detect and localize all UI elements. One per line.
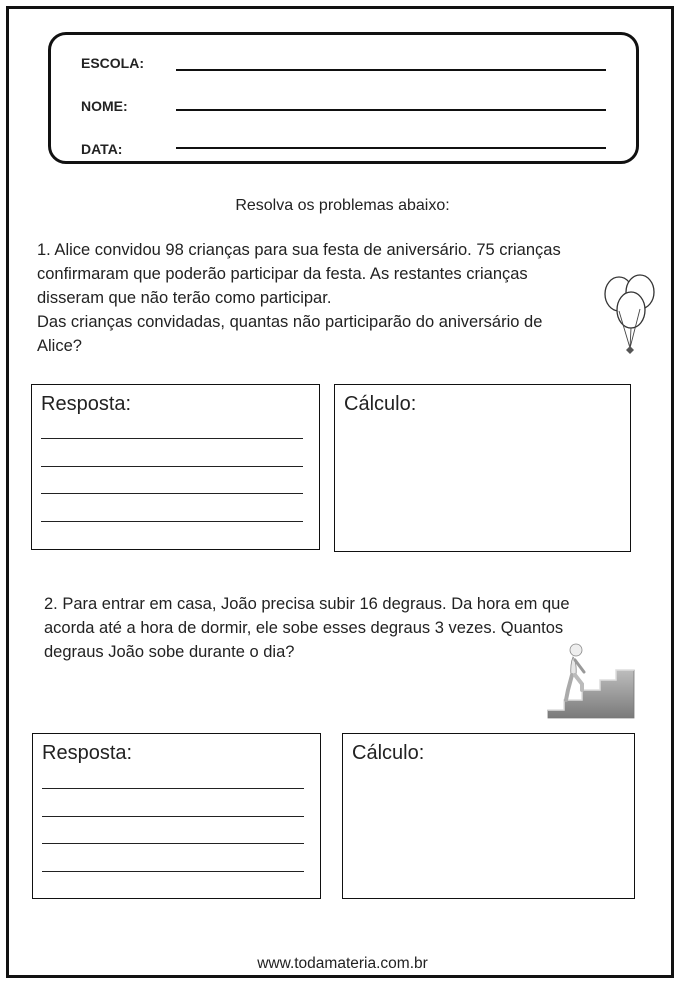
problem-1-line: 1. Alice convidou 98 crianças para sua festa de aniversário. 75 crianças	[37, 241, 561, 259]
answer-box-2	[32, 733, 321, 899]
answer-line[interactable]	[41, 521, 303, 522]
date-field[interactable]	[176, 147, 606, 149]
calc-label-2: Cálculo:	[352, 742, 425, 764]
answer-line[interactable]	[41, 466, 303, 467]
problem-1-line: Das crianças convidadas, quantas não participarão do aniversário de	[37, 313, 543, 331]
instruction-text: Resolva os problemas abaixo:	[235, 197, 450, 214]
date-label: DATA:	[81, 141, 123, 157]
school-label: ESCOLA:	[81, 55, 144, 71]
answer-label-2: Resposta:	[42, 742, 133, 764]
problem-1-line: disseram que não terão como participar.	[37, 289, 332, 307]
answer-box-1	[31, 384, 320, 550]
problem-1-text	[37, 238, 561, 358]
calc-box-1[interactable]	[334, 384, 631, 552]
calc-box-2[interactable]	[342, 733, 635, 899]
problem-2-text	[44, 592, 570, 664]
name-label: NOME:	[81, 98, 128, 114]
answer-line[interactable]	[41, 493, 303, 494]
name-field[interactable]	[176, 109, 606, 111]
answer-line[interactable]	[41, 438, 303, 439]
footer-url[interactable]: www.todamateria.com.br	[257, 955, 428, 972]
answer-line[interactable]	[42, 816, 304, 817]
answer-line[interactable]	[42, 871, 304, 872]
problem-1-line: confirmaram que poderão participar da festa. As restantes crianças	[37, 265, 528, 283]
student-info-box	[48, 32, 639, 164]
school-field[interactable]	[176, 69, 606, 71]
answer-line[interactable]	[42, 788, 304, 789]
answer-line[interactable]	[42, 843, 304, 844]
problem-2-line: 2. Para entrar em casa, João precisa subir 16 degraus. Da hora em que	[44, 595, 570, 613]
problem-2-line: acorda até a hora de dormir, ele sobe esses degraus 3 vezes. Quantos	[44, 619, 564, 637]
calc-label-1: Cálculo:	[344, 393, 417, 415]
answer-label-1: Resposta:	[41, 393, 132, 415]
balloons-icon	[600, 272, 660, 360]
problem-1-line: Alice?	[37, 337, 82, 355]
stairs-figure-icon	[544, 640, 636, 722]
problem-2-line: degraus João sobe durante o dia?	[44, 643, 295, 661]
